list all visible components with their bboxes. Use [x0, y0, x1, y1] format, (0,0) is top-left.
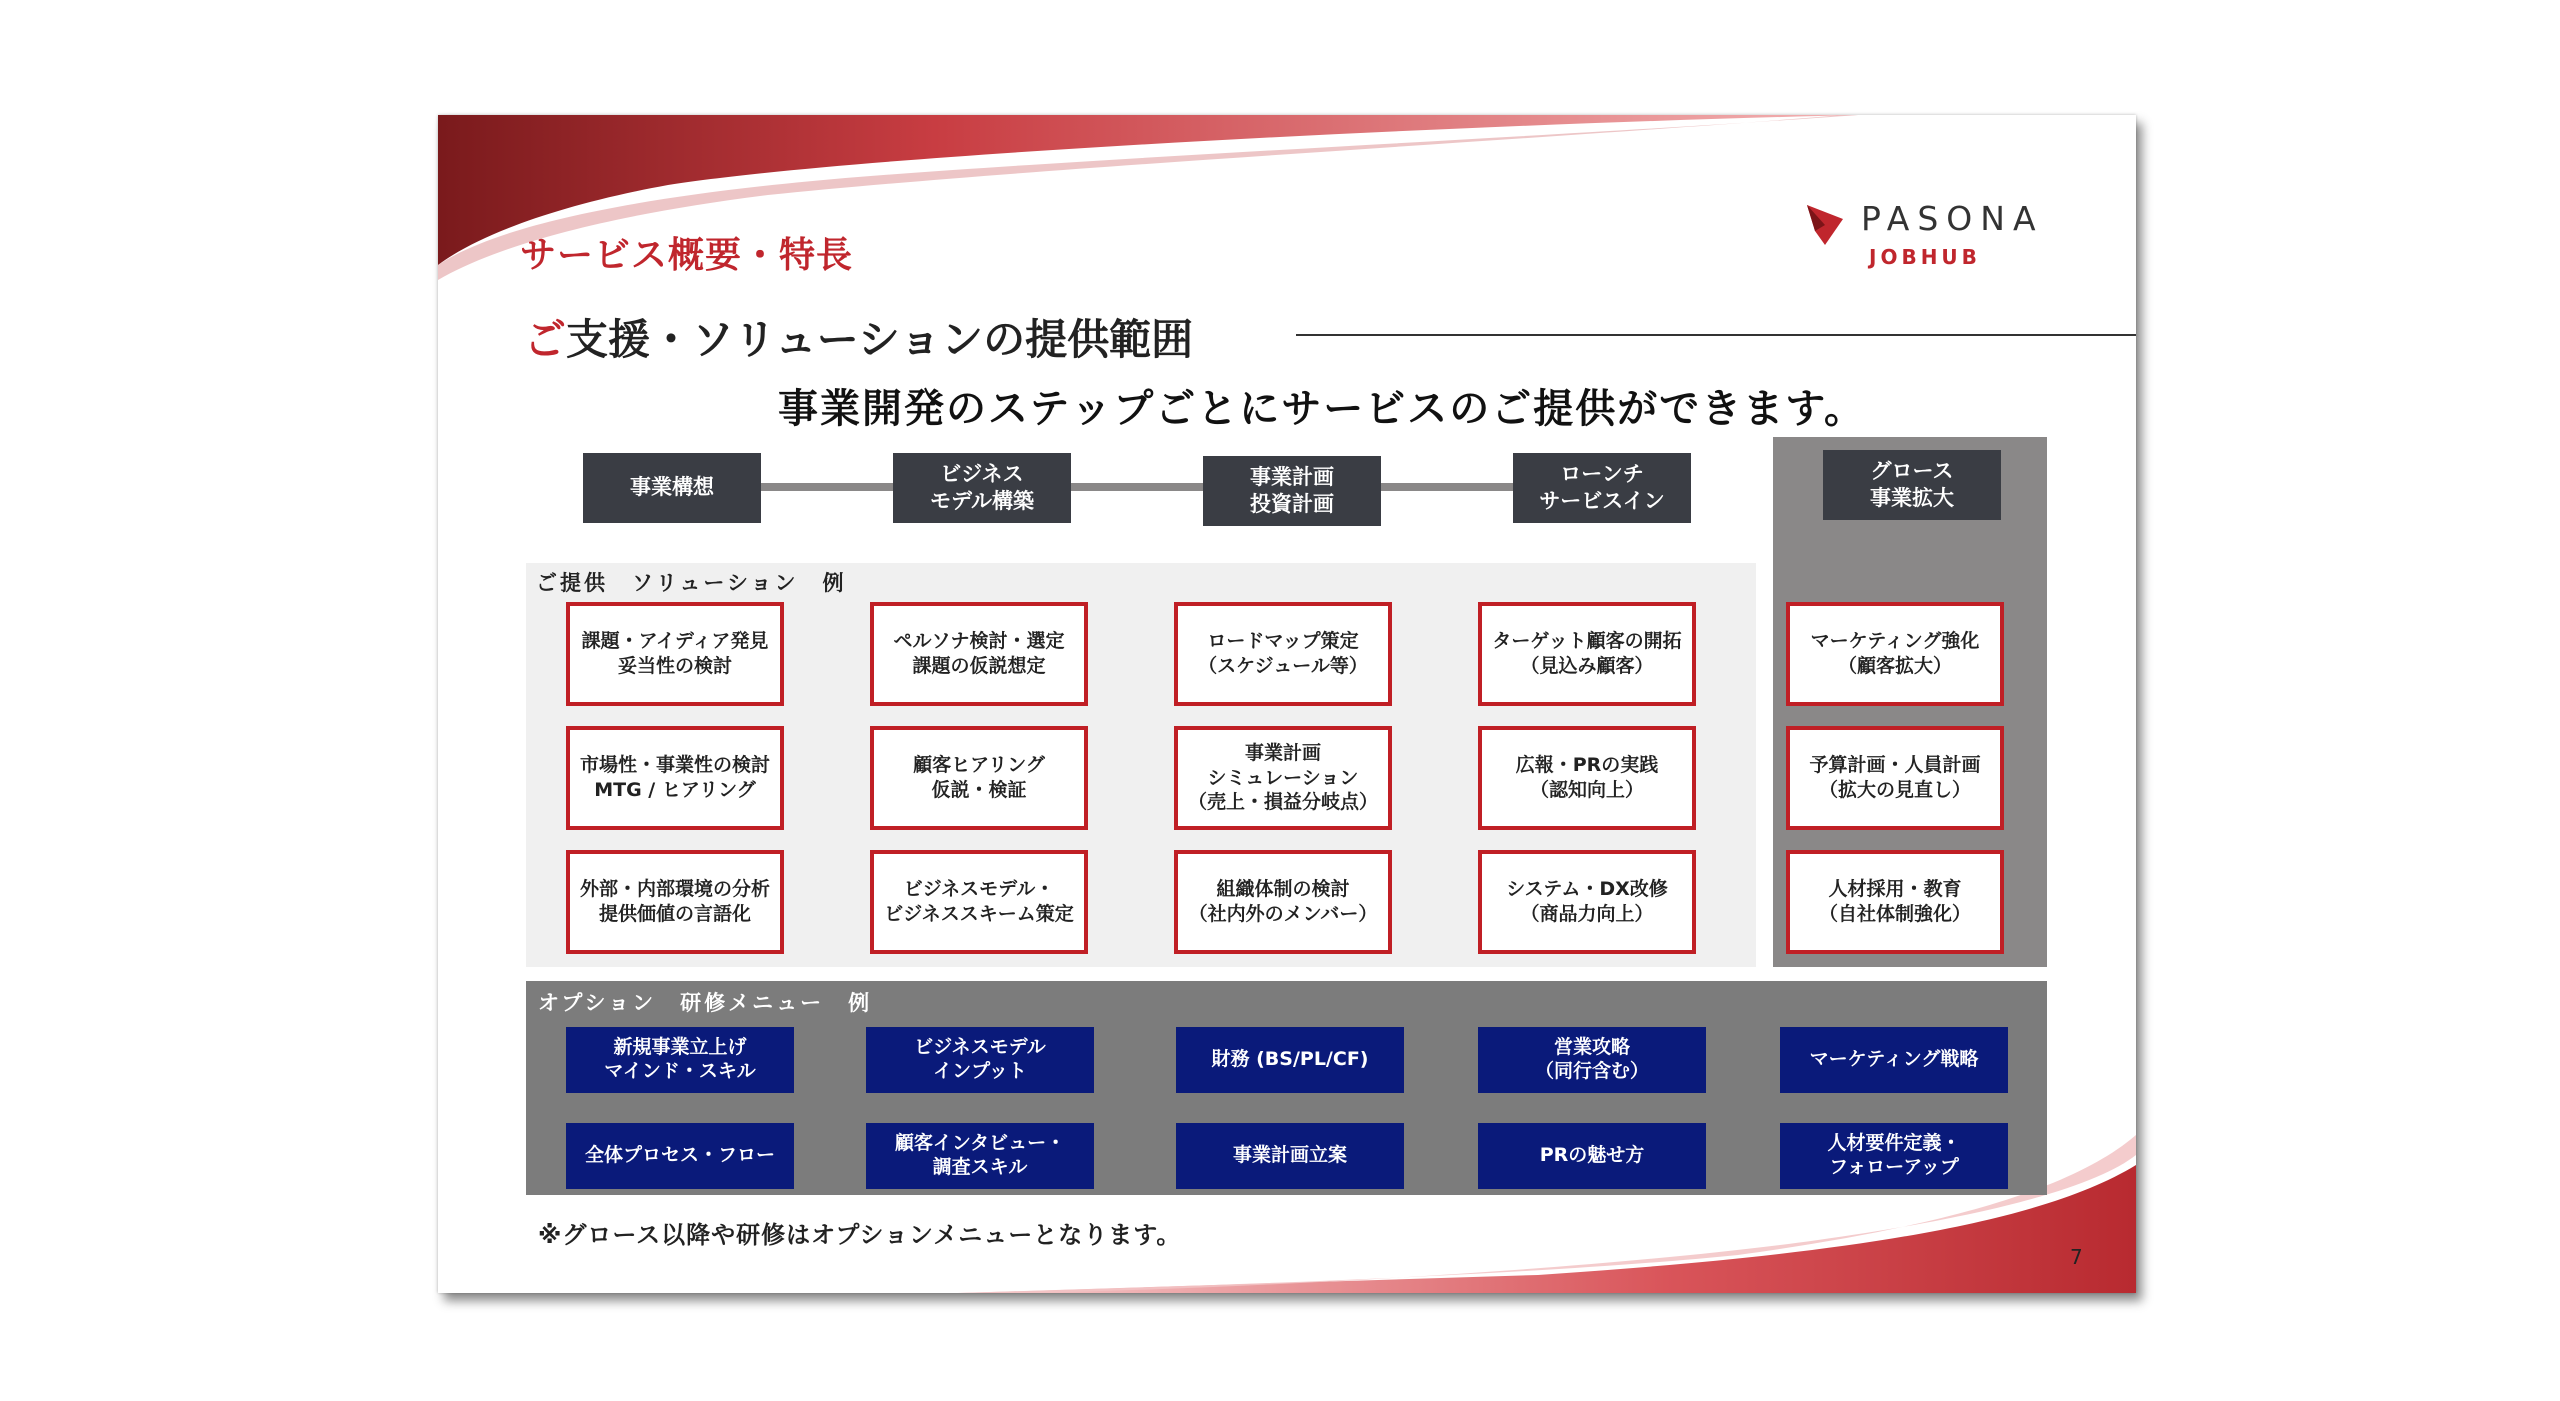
solution-box: 外部・内部環境の分析 提供価値の言語化: [566, 850, 784, 954]
solution-box: ロードマップ策定 （スケジュール等）: [1174, 602, 1392, 706]
solution-box: ターゲット顧客の開拓 （見込み顧客）: [1478, 602, 1696, 706]
solutions-label: ご提供 ソリューション 例: [536, 571, 847, 595]
slide-subtitle: 事業開発のステップごとにサービスのご提供ができます。: [778, 386, 1866, 432]
solution-box: 顧客ヒアリング 仮説・検証: [870, 726, 1088, 830]
option-box: 財務 (BS/PL/CF): [1176, 1027, 1404, 1093]
step-box: 事業計画 投資計画: [1203, 456, 1381, 526]
options-label: オプション 研修メニュー 例: [538, 991, 873, 1015]
option-box: 営業攻略 （同行含む）: [1478, 1027, 1706, 1093]
solution-box: マーケティング強化 （顧客拡大）: [1786, 602, 2004, 706]
footnote: ※グロース以降や研修はオプションメニューとなります。: [538, 1221, 1182, 1249]
option-box: ビジネスモデル インプット: [866, 1027, 1094, 1093]
page-number: 7: [2070, 1245, 2083, 1269]
solution-box: 市場性・事業性の検討 MTG / ヒアリング: [566, 726, 784, 830]
option-box: 顧客インタビュー・ 調査スキル: [866, 1123, 1094, 1189]
option-box: 新規事業立上げ マインド・スキル: [566, 1027, 794, 1093]
solution-box: 人材採用・教育 （自社体制強化）: [1786, 850, 2004, 954]
pasona-logo: [1803, 193, 2063, 273]
step-box: 事業構想: [583, 453, 761, 523]
solution-box: 事業計画 シミュレーション （売上・損益分岐点）: [1174, 726, 1392, 830]
option-box: 人材要件定義・ フォローアップ: [1780, 1123, 2008, 1189]
slide: [438, 115, 2136, 1293]
solution-box: システム・DX改修 （商品力向上）: [1478, 850, 1696, 954]
solution-box: 組織体制の検討 （社内外のメンバー）: [1174, 850, 1392, 954]
step-box: ビジネス モデル構築: [893, 453, 1071, 523]
title-rule: [1296, 334, 2136, 336]
section-label: サービス概要・特長: [520, 235, 854, 276]
pasona-logo-mark-icon: [1803, 201, 1847, 247]
solution-box: 予算計画・人員計画 （拡大の見直し）: [1786, 726, 2004, 830]
logo-subtext: JOBHUB: [1869, 245, 1981, 269]
option-box: マーケティング戦略: [1780, 1027, 2008, 1093]
logo-text: PASONA: [1861, 199, 2044, 238]
solution-box: ビジネスモデル・ ビジネススキーム策定: [870, 850, 1088, 954]
step-box: グロース 事業拡大: [1823, 450, 2001, 520]
title-text: 支援・ソリューションの提供範囲: [566, 315, 1194, 364]
option-box: 全体プロセス・フロー: [566, 1123, 794, 1189]
timeline-line: [634, 483, 1614, 491]
title-accent: ご: [524, 315, 567, 364]
slide-title: [524, 307, 1193, 367]
solution-box: ペルソナ検討・選定 課題の仮説想定: [870, 602, 1088, 706]
option-box: PRの魅せ方: [1478, 1123, 1706, 1189]
option-box: 事業計画立案: [1176, 1123, 1404, 1189]
step-box: ローンチ サービスイン: [1513, 453, 1691, 523]
solution-box: 課題・アイディア発見 妥当性の検討: [566, 602, 784, 706]
solution-box: 広報・PRの実践 （認知向上）: [1478, 726, 1696, 830]
